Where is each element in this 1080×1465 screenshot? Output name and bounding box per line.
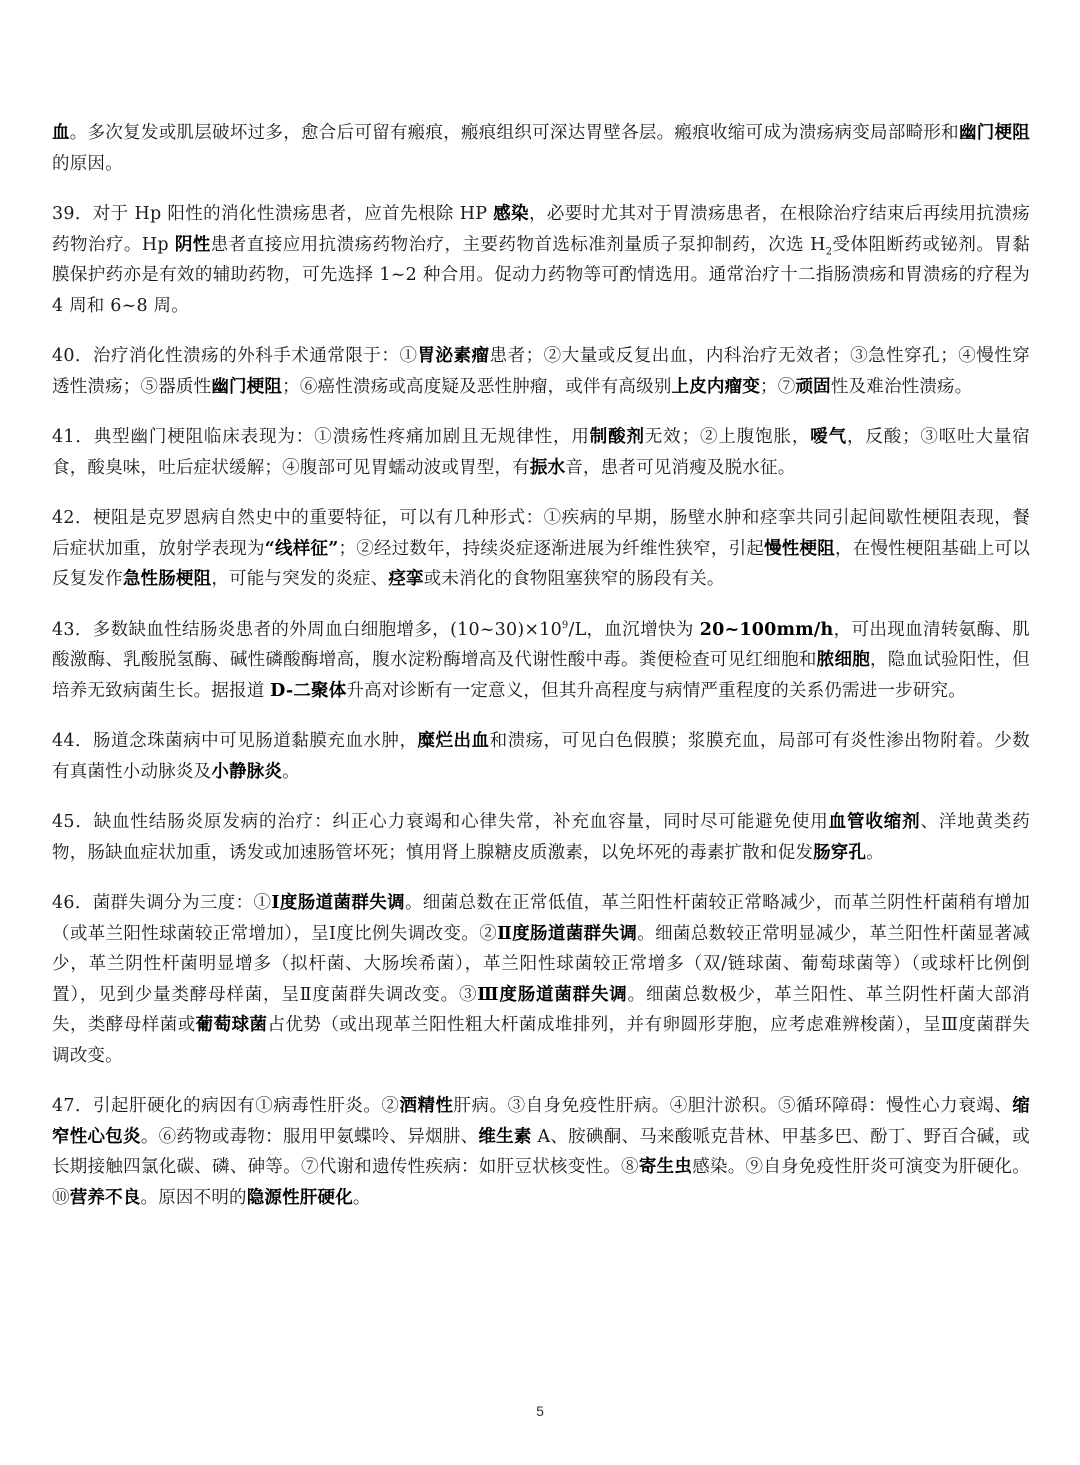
text-run: ；②经过数年，持续炎症逐渐进展为纤维性狭窄，引起 <box>338 538 765 559</box>
bold-term: 振水 <box>529 457 566 478</box>
bold-term: 营养不良 <box>69 1187 141 1208</box>
subscript: 2 <box>825 246 833 257</box>
text-run: 。 <box>352 1187 371 1208</box>
bold-term: 制酸剂 <box>589 427 645 447</box>
bold-term: 小静脉炎 <box>211 761 283 782</box>
text-run: ，必要时尤其对于胃溃疡患者，在根除治疗结束后再续用抗溃疡药物治疗。Hp <box>52 204 1030 255</box>
text-run: 44．肠道念珠菌病中可见肠道黏膜充血水肿， <box>52 731 418 751</box>
bold-term: 血 <box>52 123 70 143</box>
text-run: 46．菌群失调分为三度：① <box>52 893 272 913</box>
text-run: 的原因。 <box>52 153 123 174</box>
bold-term: D-二聚体 <box>270 680 347 701</box>
paragraph-45 <box>52 807 1030 868</box>
bold-term: 肠穿孔 <box>813 842 867 863</box>
text-run: 40．治疗消化性溃疡的外科手术通常限于：① <box>52 346 418 366</box>
text-run: ，在慢性梗阻基础上可以反复发作 <box>52 538 1030 589</box>
text-run: 。 <box>282 761 300 782</box>
bold-term: 急性肠梗阻 <box>122 569 212 589</box>
text-run: 和溃疡，可见白色假膜；浆膜充血，局部可有炎性渗出物附着。少数有真菌性小动脉炎及 <box>52 731 1030 782</box>
bold-term: 顽固 <box>795 376 831 397</box>
bold-term: 葡萄球菌 <box>195 1015 268 1035</box>
paragraph-continued <box>52 118 1030 179</box>
bold-term: 隐源性肝硬化 <box>246 1187 353 1208</box>
text-run: 。细菌总数较正常明显减少，革兰阳性杆菌显著减少，革兰阴性杆菌明显增多（拟杆菌、大肠埃希菌），革兰阳性球菌较正常增多（双/链球菌、葡萄球菌等）（或球杆比例倒置），见到少量类酵母样菌，呈Ⅱ度菌群失调改变。③ <box>52 923 1030 1005</box>
text-run: 患者直接应用抗溃疡药物治疗，主要药物首选标准剂量质子泵抑制药，次选 H <box>210 234 826 255</box>
paragraph-42 <box>52 503 1030 595</box>
bold-term: 20~100mm/h <box>699 619 834 640</box>
bold-term: 嗳气 <box>810 427 847 447</box>
text-run: ，隐血试验阳性，但培养无致病菌生长。据报道 <box>52 650 1030 701</box>
bold-term: 维生素 <box>478 1126 532 1147</box>
bold-term: 血管收缩剂 <box>828 812 921 832</box>
paragraph-40 <box>52 341 1030 402</box>
bold-term: 痉挛 <box>388 569 424 589</box>
text-run: 47．引起肝硬化的病因有①病毒性肝炎。② <box>52 1096 400 1116</box>
text-run: 或未消化的食物阻塞狭窄的肠段有关。 <box>423 569 725 589</box>
text-run: 无效；②上腹饱胀， <box>644 427 811 447</box>
bold-term: 感染 <box>493 204 529 224</box>
text-run: 性及难治性溃疡。 <box>830 376 973 397</box>
paragraph-41 <box>52 422 1030 483</box>
superscript: 9 <box>561 619 569 631</box>
text-run: /L，血沉增快为 <box>568 619 700 640</box>
bold-term: “线样征” <box>264 538 339 559</box>
bold-term: 脓细胞 <box>816 650 871 670</box>
bold-term: 幽门梗阻 <box>958 123 1031 143</box>
text-run: ，反酸；③呕吐大量宿食，酸臭味，吐后症状缓解；④腹部可见胃蠕动波或胃型，有 <box>52 427 1030 478</box>
bold-term: 寄生虫 <box>638 1157 693 1177</box>
text-run: 占优势（或出现革兰阳性粗大杆菌成堆排列，并有卵圆形芽胞，应考虑难辨梭菌），呈Ⅲ度菌群失调改变。 <box>52 1015 1030 1066</box>
text-run: ；⑥癌性溃疡或高度疑及恶性肿瘤，或伴有高级别 <box>282 376 672 397</box>
paragraph-46 <box>52 888 1030 1071</box>
bold-term: 酒精性 <box>399 1096 454 1116</box>
bold-term: 上皮内瘤变 <box>671 376 761 397</box>
paragraph-43 <box>52 615 1030 707</box>
bold-term: 胃泌素瘤 <box>417 346 490 366</box>
paragraph-39 <box>52 199 1030 321</box>
bold-term: Ⅲ度肠道菌群失调 <box>477 984 628 1005</box>
bold-term: 缩窄性心包炎 <box>52 1096 1030 1147</box>
bold-term: Ⅱ度肠道菌群失调 <box>497 923 638 944</box>
text-run: 升高对诊断有一定意义，但其升高程度与病情严重程度的关系仍需进一步研究。 <box>346 680 966 701</box>
text-run: ，可能与突发的炎症、 <box>211 569 389 589</box>
text-run: 41．典型幽门梗阻临床表现为：①溃疡性疼痛加剧且无规律性，用 <box>52 427 590 447</box>
text-run: 45．缺血性结肠炎原发病的治疗：纠正心力衰竭和心律失常，补充血容量，同时尽可能避免使用 <box>52 812 829 832</box>
text-run: 受体阻断药或铋剂。胃黏膜保护药亦是有效的辅助药物，可先选择 1~2 种合用。促动力药物等可酌情选用。通常治疗十二指肠溃疡和胃溃疡的疗程为 4 周和 6~8 周。 <box>52 234 1030 316</box>
text-run: 39．对于 Hp 阳性的消化性溃疡患者，应首先根除 HP <box>52 204 494 224</box>
text-run: 音，患者可见消瘦及脱水征。 <box>565 457 796 478</box>
bold-term: 糜烂出血 <box>417 731 490 751</box>
text-run: 感染。⑨自身免疫性肝炎可演变为肝硬化。⑩ <box>52 1157 1030 1208</box>
text-run: 。细菌总数在正常低值，革兰阳性杆菌较正常略减少，而革兰阴性杆菌稍有增加（或革兰阳性球菌较正常增加），呈Ⅰ度比例失调改变。② <box>52 893 1030 944</box>
bold-term: 幽门梗阻 <box>211 376 283 397</box>
bold-term: 慢性梗阻 <box>764 538 835 559</box>
page-number: 5 <box>536 1403 544 1419</box>
text-run: A、胺碘酮、马来酸哌克昔林、甲基多巴、酚丁、野百合碱，或长期接触四氯化碳、磷、砷等。⑦代谢和遗传性疾病：如肝豆状核变性。⑧ <box>52 1126 1030 1177</box>
text-run: 43．多数缺血性结肠炎患者的外周血白细胞增多，(10~30)×10 <box>52 619 562 640</box>
paragraph-44 <box>52 726 1030 787</box>
bold-term: Ⅰ度肠道菌群失调 <box>271 893 405 913</box>
text-run: ，可出现血清转氨酶、肌酸激酶、乳酸脱氢酶、碱性磷酸酶增高，腹水淀粉酶增高及代谢性酸中毒。粪便检查可见红细胞和 <box>52 619 1030 670</box>
text-run: 患者；②大量或反复出血，内科治疗无效者；③急性穿孔；④慢性穿透性溃疡；⑤器质性 <box>52 346 1030 397</box>
text-run: 。细菌总数极少，革兰阳性、革兰阴性杆菌大部消失，类酵母样菌或 <box>52 984 1030 1035</box>
text-run: 。原因不明的 <box>140 1187 247 1208</box>
text-run: 。⑥药物或毒物：服用甲氨蝶呤、异烟肼、 <box>140 1126 479 1147</box>
text-run: 肝病。③自身免疫性肝病。④胆汁淤积。⑤循环障碍：慢性心力衰竭、 <box>453 1096 1013 1116</box>
text-run: 42．梗阻是克罗恩病自然史中的重要特征，可以有几种形式：①疾病的早期，肠壁水肿和痉挛共同引起间歇性梗阻表现，餐后症状加重，放射学表现为 <box>52 508 1030 559</box>
document-body <box>52 118 1030 1213</box>
paragraph-47 <box>52 1091 1030 1213</box>
text-run: ；⑦ <box>760 376 796 397</box>
text-run: 。多次复发或肌层破坏过多，愈合后可留有瘢痕，瘢痕组织可深达胃壁各层。瘢痕收缩可成为溃疡病变局部畸形和 <box>69 123 959 143</box>
text-run: 。 <box>866 842 884 863</box>
bold-term: 阴性 <box>174 234 211 255</box>
text-run: 、洋地黄类药物，肠缺血症状加重，诱发或加速肠管坏死；慎用肾上腺糖皮质激素，以免坏死的毒素扩散和促发 <box>52 812 1030 863</box>
